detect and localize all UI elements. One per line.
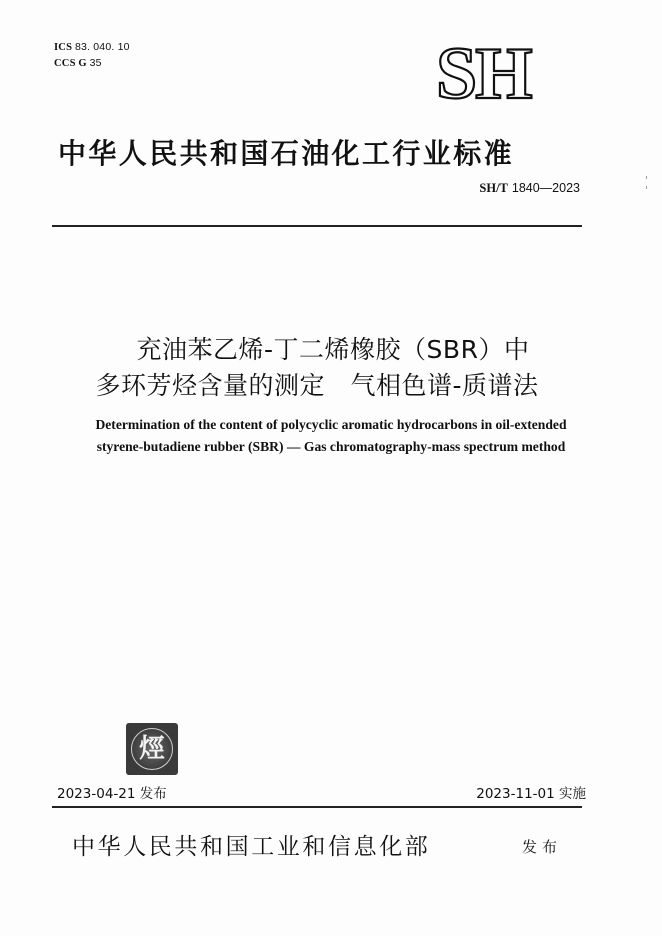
publisher-name: 中华人民共和国工业和信息化部: [72, 834, 431, 860]
implementation-date: 2023-11-01 实施: [476, 786, 586, 802]
scan-edge-mark: [646, 176, 647, 179]
publish-label: 发布: [522, 838, 563, 856]
chinese-title-line-2: 多环芳烃含量的测定 气相色谱-质谱法: [95, 371, 539, 400]
english-title-line-1: Determination of the content of polycyclic aromatic hydrocarbons in oil-extended: [95, 417, 567, 432]
standard-number: [479, 180, 580, 196]
standard-category-title: 中华人民共和国石油化工行业标准: [58, 137, 515, 170]
english-title-line-2: styrene-butadiene rubber (SBR) — Gas chromatography-mass spectrum method: [96, 439, 566, 454]
issue-date: 2023-04-21 发布: [57, 786, 167, 802]
ics-label: ICS: [54, 42, 73, 53]
footer-divider: [52, 806, 582, 808]
petrochemical-stamp-icon: [126, 723, 178, 775]
scan-edge-mark: [646, 186, 647, 189]
ics-code: 83. 040. 10: [74, 41, 130, 53]
ccs-label: CCS G: [54, 58, 87, 69]
sh-logo-text: SH: [436, 33, 531, 115]
standard-number-value: 1840—2023: [511, 181, 580, 195]
header-divider: [52, 225, 582, 227]
sh-standard-logo: [436, 33, 574, 115]
ics-classification: [54, 41, 130, 53]
chinese-title-line-1: 充油苯乙烯-丁二烯橡胶（SBR）中: [136, 335, 530, 364]
standard-number-prefix: SH/T: [479, 181, 508, 195]
ccs-classification: [54, 57, 102, 69]
ccs-code: 35: [89, 57, 102, 69]
stamp-glyph: 烴: [138, 734, 165, 764]
